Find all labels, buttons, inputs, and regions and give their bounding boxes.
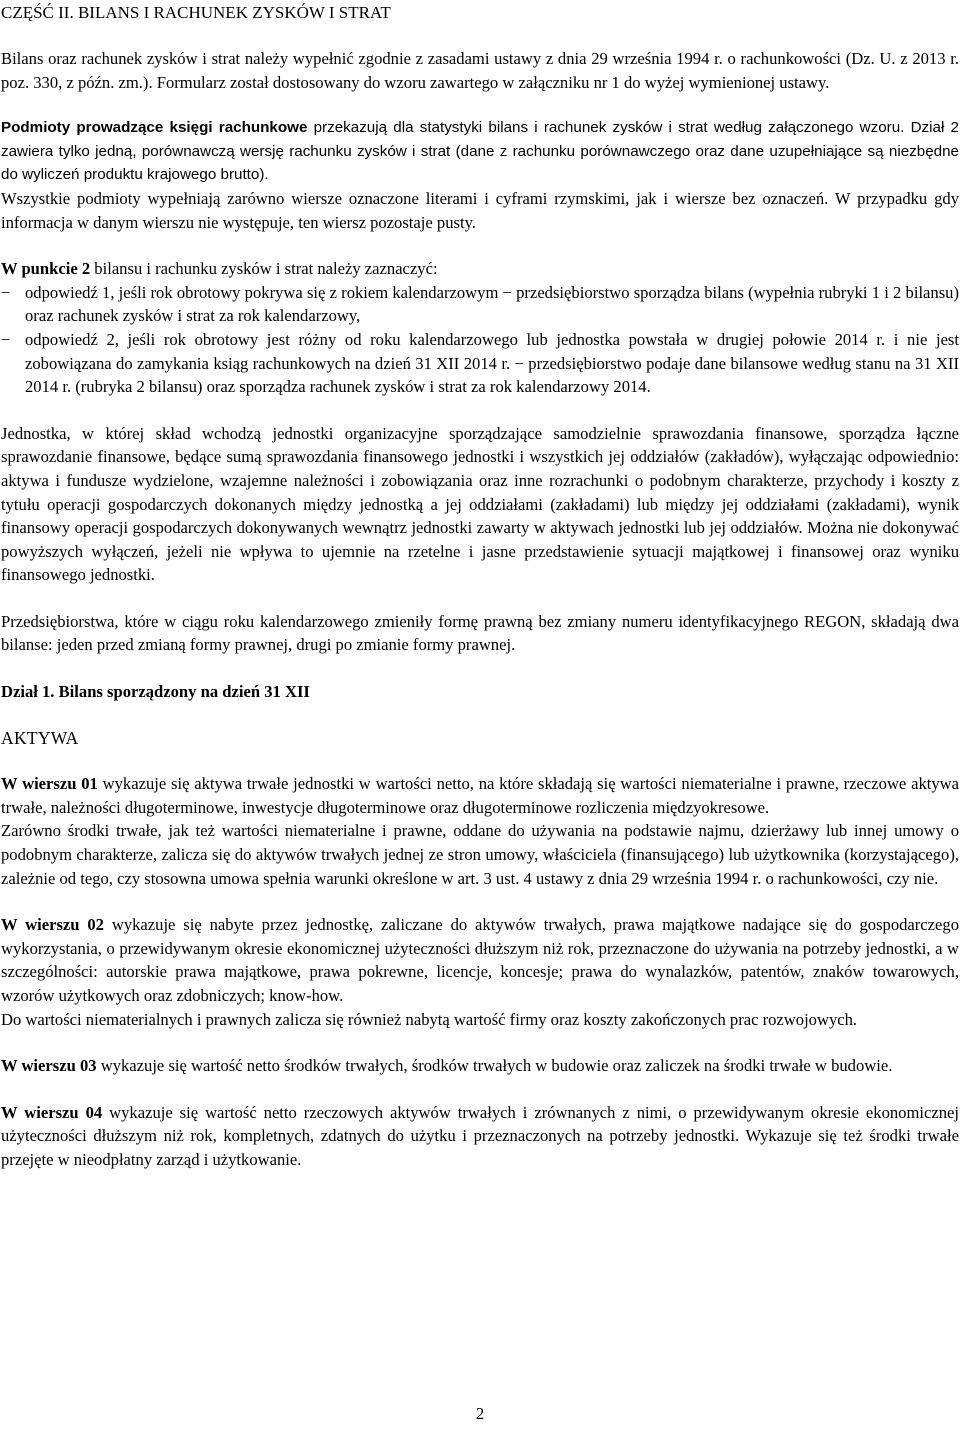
row04-text: wykazuje się wartość netto rzeczowych aktywów trwałych i zrównanych z nimi, o przewidywanym okresie ekonomicznej użyteczności dłuższym niż rok, kompletnych, zdatnych do użytku i przeznaczonych na potrzeby jednostki. Wykazuje się też środki trwałe przejęte w nieodpłatny zarząd i użytkowanie.	[1, 1102, 959, 1169]
entities-paragraph	[1, 116, 959, 187]
row01-paragraph-2: Zarówno środki trwałe, jak też wartości niematerialne i prawne, oddane do używania na podstawie najmu, dzierżawy lub innej umowy o podobnym charakterze, zalicza się do aktywów trwałych jednej ze stron umowy, właściciela (finansującego) lub użytkownika (korzystającego), zależnie od tego, czy stosowna umowa spełnia warunki określone w art. 3 ust. 4 ustawy z dnia 29 września 1994 r. o rachunkowości, czy nie.	[1, 821, 959, 888]
row02-bold-lead: W wierszu 02	[1, 915, 104, 935]
unit-paragraph: Jednostka, w której skład wchodzą jednostki organizacyjne sporządzające samodzielnie sprawozdania finansowe, sporządza łączne sprawozdanie finansowe, będące sumą sprawozdania finansowego jednostki i wszystkich jej oddziałów (zakładów), wyłączając odpowiednio: aktywa i fundusze wydzielone, wzajemne należności i zobowiązania oraz inne rozrachunki o podobnym charakterze, przychody i koszty z tytułu operacji gospodarczych dokonanych między jednostką a jej oddziałami (zakładami) lub między jej oddziałami (zakładami), wynik finansowy operacji gospodarczych dokonywanych wewnątrz jednostki zawarty w aktywach jednostki lub jej oddziałów. Można nie dokonywać powyższych wyłączeń, jeżeli nie wpływa to ujemnie na rzetelne i jasne przedstawienie sytuacji majątkowej i finansowej oraz wyniku finansowego jednostki.	[1, 423, 959, 585]
spacer	[1, 587, 959, 610]
spacer	[1, 94, 959, 116]
spacer	[1, 1031, 959, 1054]
section-heading-aktywa: AKTYWA	[1, 727, 79, 748]
dash-bullet: −	[1, 282, 11, 302]
row02-paragraph-2: Do wartości niematerialnych i prawnych zalicza się również nabytą wartość firmy oraz koszty zakończonych prac rozwojowych.	[1, 1009, 858, 1029]
row03-paragraph	[1, 1054, 959, 1078]
intro-paragraph: Bilans oraz rachunek zysków i strat należy wypełnić zgodnie z zasadami ustawy z dnia 29 września 1994 r. o rachunkowości (Dz. U. z 2013 r. poz. 330, z późn. zm.). Formularz został dostosowany do wzoru zawartego w załączniku nr 1 do wyżej wymienionej ustawy.	[1, 49, 959, 92]
list-item	[1, 328, 959, 399]
entities-text: przekazują dla statystyki bilans i rachunek zysków i strat według załączonego wzoru. Dział 2 zawiera tylko jedną, porównawczą wersję rachunku zysków i strat (dane z rachunku porównawczego oraz dane uzupełniające są niezbędne do wyliczeń produktu krajowego brutto).	[1, 119, 959, 184]
row04-bold-lead: W wierszu 04	[1, 1102, 103, 1122]
spacer	[1, 750, 959, 772]
page-number: 2	[475, 1404, 485, 1423]
entities-bold-lead: Podmioty prowadzące księgi rachunkowe	[1, 119, 308, 137]
row03-text: wykazuje się wartość netto środków trwałych, środków trwałych w budowie oraz zaliczek na środki trwałe w budowie.	[96, 1056, 893, 1076]
list-item-text: odpowiedź 2, jeśli rok obrotowy jest różny od roku kalendarzowego lub jednostka powstała w drugiej połowie 2014 r. i nie jest zobowiązana do zamykania ksiąg rachunkowych na dzień 31 XII 2014 r. − przedsiębiorstwo podaje dane bilansowe według stanu na 31 XII 2014 r. (rubryka 2 bilansu) oraz sporządza rachunek zysków i strat za rok kalendarzowy 2014.	[25, 329, 959, 397]
point2-list	[1, 281, 959, 399]
spacer	[1, 890, 959, 913]
row02-paragraph	[1, 913, 959, 1007]
point2-bold-lead: W punkcie 2	[1, 259, 91, 279]
point2-text: bilansu i rachunku zysków i strat należy zaznaczyć:	[90, 259, 438, 279]
row01-bold-lead: W wierszu 01	[1, 774, 98, 794]
spacer	[1, 704, 959, 727]
spacer	[1, 657, 959, 680]
point2-paragraph	[1, 257, 959, 281]
row01-paragraph	[1, 772, 959, 819]
list-item	[1, 281, 959, 328]
spacer	[1, 25, 959, 47]
enterprises-paragraph: Przedsiębiorstwa, które w ciągu roku kalendarzowego zmieniły formę prawną bez zmiany numeru identyfikacyjnego REGON, składają dwa bilanse: jeden przed zmianą formy prawnej, drugi po zmianie formy prawnej.	[1, 611, 959, 655]
row03-bold-lead: W wierszu 03	[1, 1056, 97, 1076]
section-heading-dzial1: Dział 1. Bilans sporządzony na dzień 31 XII	[1, 682, 310, 702]
list-item-text: odpowiedź 1, jeśli rok obrotowy pokrywa się z rokiem kalendarzowym − przedsiębiorstwo sporządza bilans (wypełnia rubryki 1 i 2 bilansu) oraz rachunek zysków i strat za rok kalendarzowy,	[25, 282, 959, 326]
row01-text: wykazuje się aktywa trwałe jednostki w wartości netto, na które składają się wartości niematerialne i prawne, rzeczowe aktywa trwałe, należności długoterminowe, inwestycje długoterminowe oraz długoterminowe rozliczenia międzyokresowe.	[1, 774, 959, 817]
all-entities-paragraph: Wszystkie podmioty wypełniają zarówno wiersze oznaczone literami i cyframi rzymskimi, jak i wiersze bez oznaczeń. W przypadku gdy informacja w danym wierszu nie występuje, ten wiersz pozostaje pusty.	[1, 188, 959, 232]
spacer	[1, 1078, 959, 1101]
dash-bullet: −	[1, 329, 11, 349]
row02-text: wykazuje się nabyte przez jednostkę, zaliczane do aktywów trwałych, prawa majątkowe nadające się do gospodarczego wykorzystania, o przewidywanym okresie ekonomicznej użyteczności dłuższym niż rok, przeznaczone do używania na potrzeby jednostki, a w szczególności: autorskie prawa majątkowe, prawa pokrewne, licencje, koncesje; prawa do wynalazków, patentów, znaków towarowych, wzorów użytkowych oraz zdobniczych; know-how.	[1, 915, 959, 1005]
page-title: CZĘŚĆ II. BILANS I RACHUNEK ZYSKÓW I STRAT	[1, 3, 391, 22]
row04-paragraph	[1, 1101, 959, 1172]
spacer	[1, 399, 959, 422]
spacer	[1, 234, 959, 257]
